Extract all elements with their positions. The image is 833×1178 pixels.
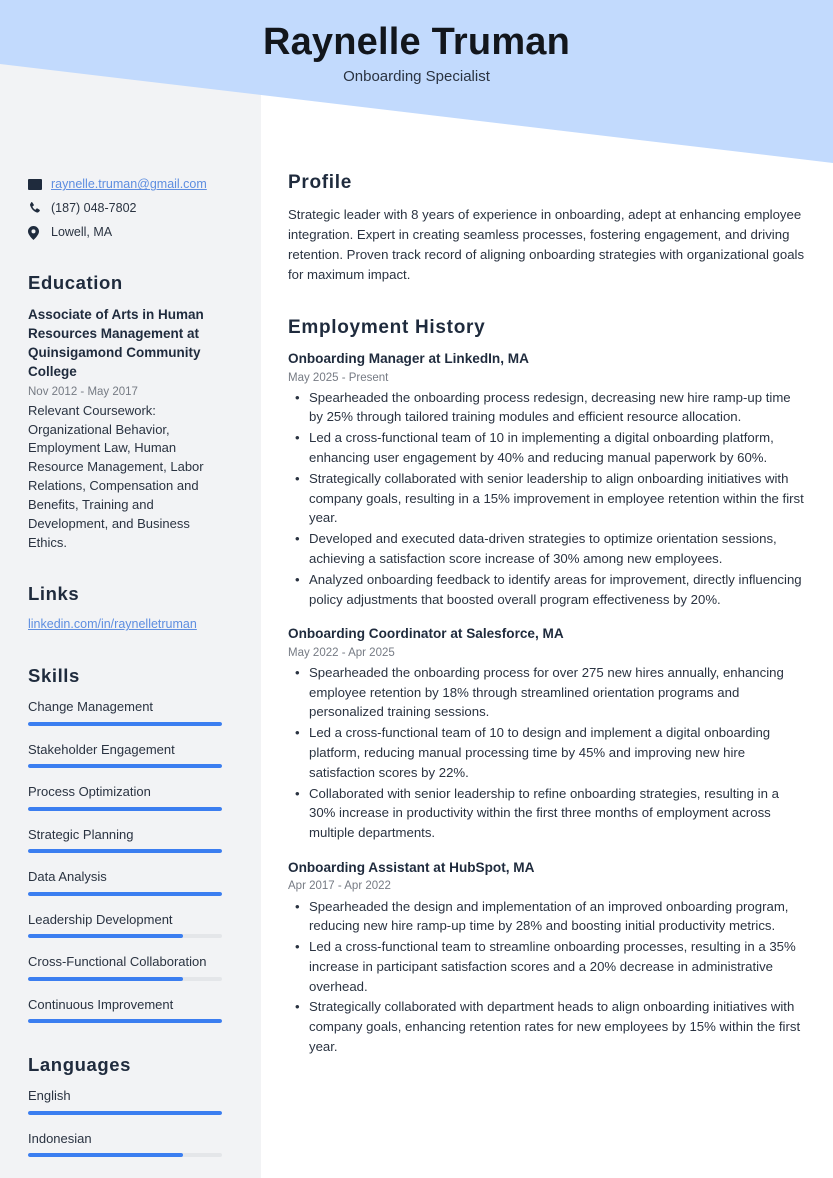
- language-label: Indonesian: [28, 1130, 92, 1146]
- skills-heading: Skills: [28, 664, 80, 686]
- employment-entry: [288, 350, 808, 609]
- list-item: [28, 698, 229, 726]
- email-link[interactable]: raynelle.truman@gmail.com: [51, 177, 207, 192]
- sidebar: [0, 0, 261, 1172]
- phone-value: (187) 048-7802: [51, 201, 137, 216]
- profile-text: Strategic leader with 8 years of experience in onboarding, adept at enhancing employee integration. Expert in creating seamless processes, fostering engagement, and driving retention. Proven track record of aligning onboarding strategies with organizational goals for maximum impact.: [288, 207, 805, 283]
- list-item: • Strategically collaborated with senior leadership to align onboarding initiatives with company goals, resulting in a 15% improvement in employee retention within the first year.: [307, 469, 808, 528]
- language-label: English: [28, 1088, 71, 1104]
- language-bar-fill: [28, 1153, 183, 1157]
- education-date: Nov 2012 - May 2017: [28, 385, 138, 398]
- contact-phone-row: [28, 200, 229, 217]
- skill-bar-fill: [28, 849, 222, 853]
- skill-bar-track: [28, 807, 222, 811]
- education-heading: Education: [28, 272, 123, 293]
- skill-label: Process Optimization: [28, 784, 151, 800]
- skill-bar-track: [28, 1019, 222, 1023]
- job-title: Onboarding Assistant at HubSpot, MA: [288, 860, 535, 876]
- employment-entry: [288, 859, 808, 1057]
- skill-label: Data Analysis: [28, 869, 107, 885]
- skill-bar-track: [28, 934, 222, 938]
- skill-bar-fill: [28, 722, 222, 726]
- phone-icon: [28, 202, 45, 215]
- contact-location-row: [28, 224, 229, 241]
- language-bar-track: [28, 1111, 222, 1115]
- job-date: May 2025 - Present: [288, 371, 389, 384]
- location-value: Lowell, MA: [51, 225, 113, 240]
- links-heading: Links: [28, 583, 80, 605]
- education-description: Relevant Coursework: Organizational Behavior, Employment Law, Human Resource Management, Labor Relations, Compensation and Benefits, Training and Development, and Business Ethics.: [28, 402, 204, 550]
- skill-label: Cross-Functional Collaboration: [28, 954, 207, 970]
- education-degree: Associate of Arts in Human Resources Management at Quinsigamond Community College: [28, 307, 204, 380]
- list-item: • Strategically collaborated with department heads to align onboarding initiatives with company goals, enhancing retention rates for new employees by 15% within the first year.: [307, 997, 808, 1056]
- page-title: Raynelle Truman: [262, 21, 571, 63]
- envelope-icon: [28, 179, 45, 190]
- skill-bar-fill: [28, 934, 183, 938]
- job-bullets: [288, 388, 808, 610]
- skill-label: Strategic Planning: [28, 826, 134, 842]
- job-bullets: [288, 663, 808, 843]
- list-item: [28, 826, 229, 854]
- employment-heading: Employment History: [288, 317, 486, 339]
- languages-list: [28, 1087, 229, 1157]
- job-date: May 2022 - Apr 2025: [288, 646, 395, 659]
- contact-email-row[interactable]: [28, 176, 229, 193]
- list-item: • Spearheaded the onboarding process for over 275 new hires annually, enhancing employee retention by 18% through streamlined orientation programs and personalized training sessions.: [307, 663, 808, 722]
- skill-bar-track: [28, 977, 222, 981]
- skill-bar-fill: [28, 764, 222, 768]
- skill-bar-track: [28, 764, 222, 768]
- map-pin-icon: [28, 226, 45, 240]
- list-item: • Developed and executed data-driven strategies to optimize orientation sessions, achieving a satisfaction score increase of 30% among new employees.: [307, 529, 808, 569]
- education-entry: [28, 305, 229, 552]
- main-column: [288, 0, 808, 1073]
- languages-heading: Languages: [28, 1054, 132, 1076]
- header-job-title: Onboarding Specialist: [343, 68, 490, 86]
- language-bar-track: [28, 1153, 222, 1157]
- skills-list: [28, 698, 229, 1023]
- list-item: [28, 911, 229, 939]
- link-linkedin[interactable]: linkedin.com/in/raynelletruman: [28, 617, 197, 632]
- skill-label: Change Management: [28, 698, 154, 714]
- job-bullets: [288, 897, 808, 1057]
- skill-bar-fill: [28, 807, 222, 811]
- list-item: • Spearheaded the onboarding process redesign, decreasing new hire ramp-up time by 25% through tailored training modules and efficient resource allocation.: [307, 388, 808, 428]
- job-date: Apr 2017 - Apr 2022: [288, 880, 391, 893]
- list-item: [28, 1130, 229, 1158]
- employment-entry: [288, 625, 808, 843]
- language-bar-fill: [28, 1111, 222, 1115]
- list-item: • Led a cross-functional team of 10 to design and implement a digital onboarding platform, reducing manual processing time by 45% and improving new hire satisfaction scores by 22%.: [307, 723, 808, 782]
- skill-label: Continuous Improvement: [28, 996, 174, 1012]
- skill-bar-track: [28, 892, 222, 896]
- skill-label: Leadership Development: [28, 911, 173, 927]
- list-item: • Led a cross-functional team of 10 in implementing a digital onboarding platform, enhancing user engagement by 40% and reducing manual paperwork by 60%.: [307, 428, 808, 468]
- contact-list: [28, 176, 229, 241]
- list-item: [28, 741, 229, 769]
- job-title: Onboarding Manager at LinkedIn, MA: [288, 351, 529, 367]
- list-item: [28, 783, 229, 811]
- skill-bar-fill: [28, 1019, 222, 1023]
- skill-label: Stakeholder Engagement: [28, 741, 175, 757]
- skill-bar-track: [28, 849, 222, 853]
- list-item: [28, 868, 229, 896]
- skill-bar-fill: [28, 977, 183, 981]
- list-item: [28, 953, 229, 981]
- skill-bar-fill: [28, 892, 222, 896]
- profile-heading: Profile: [288, 172, 353, 193]
- list-item: • Led a cross-functional team to streamline onboarding processes, resulting in a 35% increase in participant satisfaction scores and a 20% decrease in administrative overhead.: [307, 937, 808, 996]
- job-title: Onboarding Coordinator at Salesforce, MA: [288, 626, 564, 642]
- list-item: [28, 996, 229, 1024]
- list-item: • Analyzed onboarding feedback to identify areas for improvement, directly influencing policy adjustments that boosted overall program effectiveness by 20%.: [307, 570, 808, 610]
- list-item: [28, 1087, 229, 1115]
- list-item: • Spearheaded the design and implementation of an improved onboarding program, reducing new hire ramp-up time by 28% and boosting initial productivity metrics.: [307, 897, 808, 937]
- list-item: • Collaborated with senior leadership to refine onboarding strategies, resulting in a 30% increase in productivity within the first three months of employment across multiple departments.: [307, 784, 808, 843]
- skill-bar-track: [28, 722, 222, 726]
